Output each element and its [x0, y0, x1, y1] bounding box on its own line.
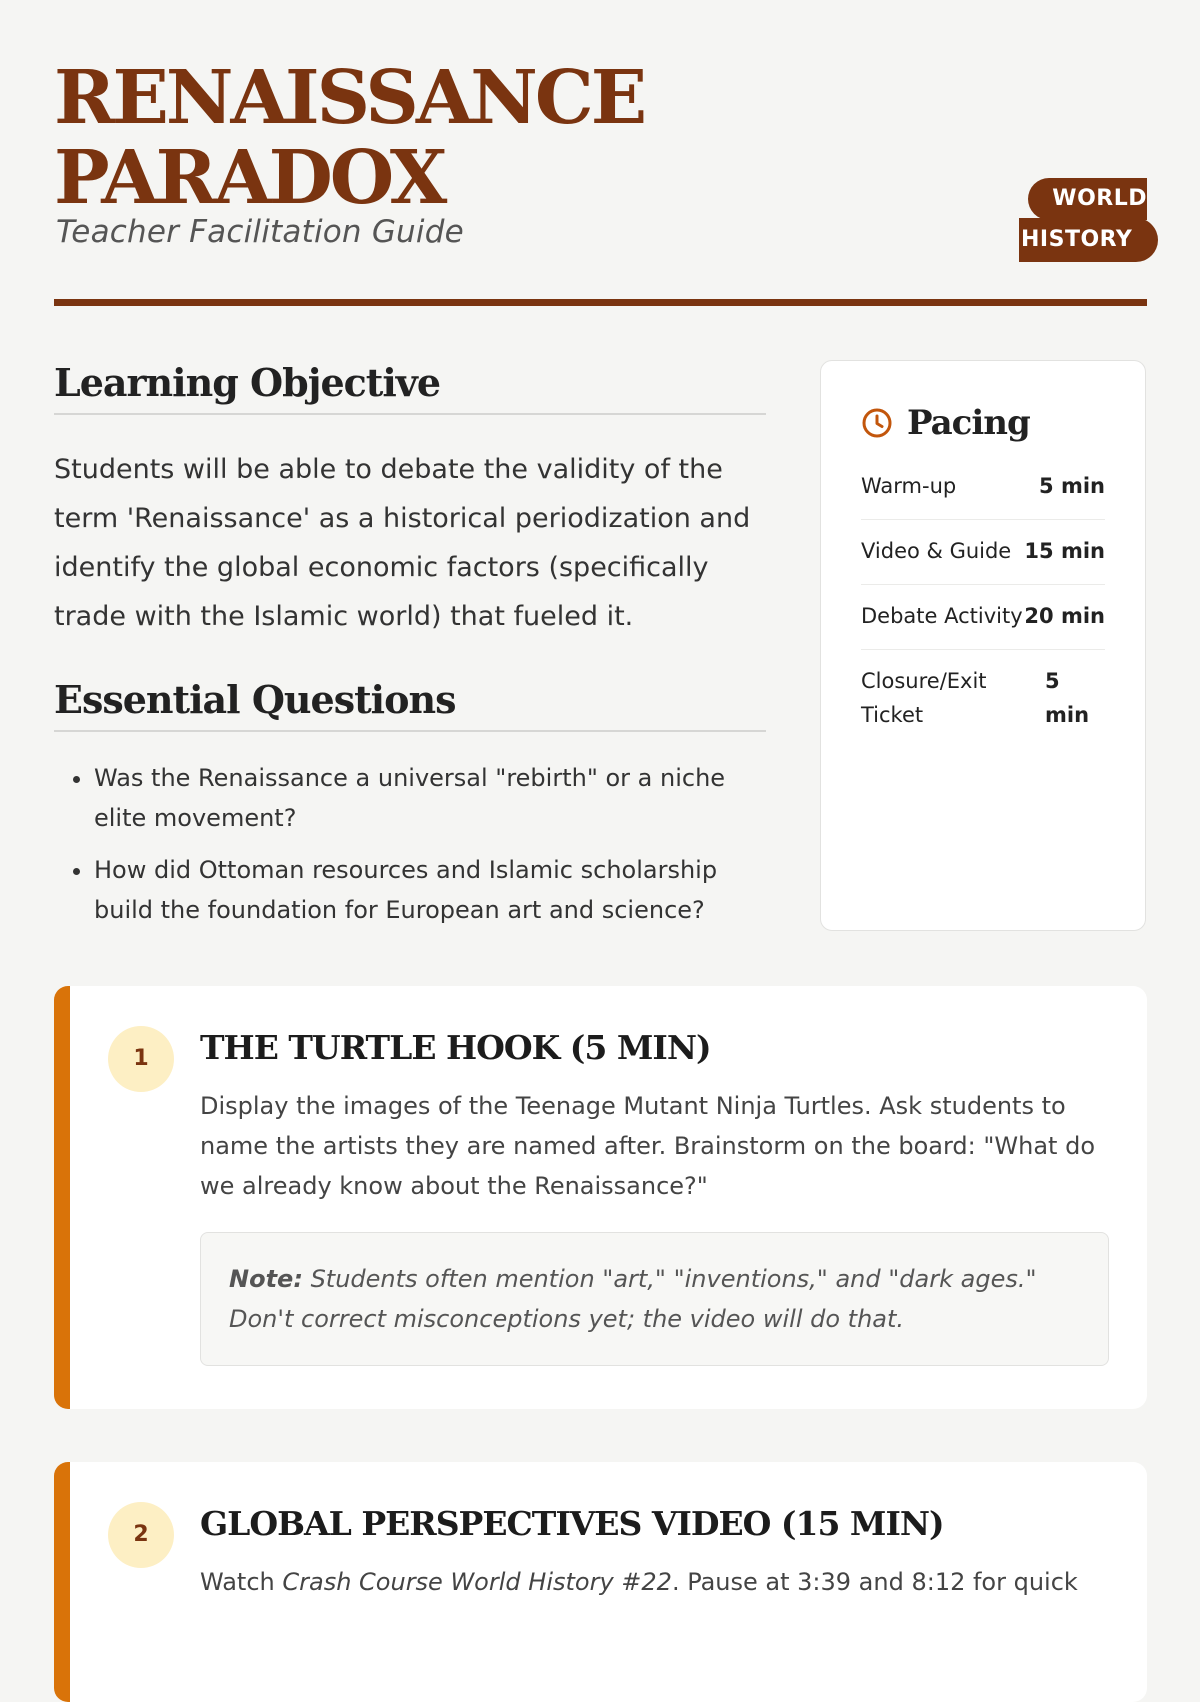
guide-page: [54, 0, 1147, 1596]
essential-question-item: • How did Ottoman resources and Islamic scholarship build the foundation for European art and science?: [94, 850, 766, 930]
pacing-title: Pacing: [907, 403, 1030, 443]
step-description: [200, 1562, 1109, 1602]
clock-icon: [861, 407, 893, 439]
step-card-2: [54, 1462, 1147, 1702]
pacing-row-value: 20 min: [1024, 604, 1105, 628]
page-subtitle: Teacher Facilitation Guide: [56, 214, 464, 250]
essential-questions-heading: Essential Questions: [54, 677, 766, 732]
video-title: Crash Course World History #22: [282, 1568, 672, 1596]
pacing-row-label: Debate Activity: [861, 604, 1023, 628]
step-title: THE TURTLE HOOK (5 MIN): [200, 1028, 711, 1067]
page-header: [54, 0, 1147, 306]
pacing-row: [861, 455, 1105, 520]
learning-objective-heading: Learning Objective: [54, 360, 766, 415]
step-description-post: . Pause at 3:39 and 8:12 for quick: [671, 1568, 1078, 1596]
step-description: Display the images of the Teenage Mutant Ninja Turtles. Ask students to name the artists they are named after. Brainstorm on the board: "What do we already know about the Renaissance?": [200, 1092, 1095, 1200]
subject-badge-line-2: HISTORY: [1019, 218, 1158, 262]
step-number-badge: 2: [108, 1502, 174, 1568]
essential-questions-list: [54, 758, 766, 930]
pacing-card: [820, 360, 1146, 931]
pacing-row: [861, 520, 1105, 585]
pacing-header: [861, 403, 1105, 443]
title-line-2: PARADOX: [54, 135, 445, 221]
pacing-row-label: Closure/Exit Ticket: [861, 669, 987, 727]
pacing-row-value: 5 min: [1039, 474, 1105, 498]
step-card-1: [54, 986, 1147, 1409]
subject-badge: [1019, 178, 1147, 264]
step-description-pre: Watch: [200, 1568, 283, 1596]
step-title: GLOBAL PERSPECTIVES VIDEO (15 MIN): [200, 1504, 944, 1543]
subject-badge-line-1: WORLD: [1028, 178, 1147, 220]
step-number-badge: 1: [108, 1026, 174, 1092]
pacing-row-value: 15 min: [1024, 539, 1105, 563]
pacing-row-label: Video & Guide: [861, 539, 1012, 563]
essential-question-item: • Was the Renaissance a universal "rebirth" or a niche elite movement?: [94, 758, 766, 838]
teacher-note-text: Students often mention "art," "inventions," and "dark ages." Don't correct misconceptions yet; the video will do that.: [229, 1265, 1037, 1333]
learning-objective-text: Students will be able to debate the validity of the term 'Renaissance' as a historical periodization and identify the global economic factors (specifically trade with the Islamic world) that fueled it.: [54, 454, 751, 632]
pacing-row: [861, 585, 1105, 650]
pacing-row: [861, 650, 1105, 748]
page-title: [54, 55, 645, 221]
objectives-column: [54, 360, 766, 942]
pacing-row-value: 5 min: [1045, 669, 1090, 727]
teacher-note-label: Note:: [229, 1265, 303, 1293]
title-line-1: RENAISSANCE: [54, 55, 645, 141]
teacher-note: [200, 1232, 1109, 1366]
pacing-row-label: Warm-up: [861, 474, 957, 498]
